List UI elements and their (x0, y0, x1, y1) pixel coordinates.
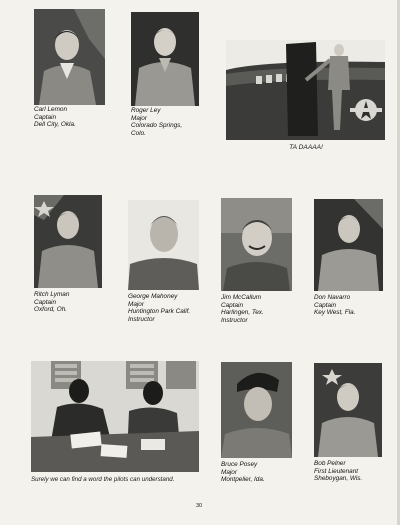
person-hometown: Harlingen, Tex. (221, 309, 264, 317)
portrait-photo-roger-ley (131, 12, 199, 106)
portrait-photo-don-navarro (314, 199, 383, 291)
caption-don-navarro (314, 294, 355, 317)
person-note: Instructor (128, 315, 155, 323)
portrait-photo-carl-lemon (34, 9, 105, 105)
person-name: Carl Lemon (34, 106, 68, 113)
caption-roger-ley (131, 107, 182, 137)
person-hometown: Huntington Park Calif. (128, 308, 191, 316)
person-rank: Captain (314, 301, 337, 309)
person-rank: Captain (34, 113, 57, 121)
page-number: 30 (196, 503, 203, 509)
person-rank: Captain (221, 301, 244, 309)
portrait-photo-bob-pelner (314, 363, 382, 457)
meeting-caption: Surely we can find a word the pilots can understand. (31, 476, 175, 483)
person-hometown-cont: Colo. (131, 129, 146, 137)
person-name: Roger Ley (131, 107, 161, 114)
person-name: Don Navarro (314, 294, 351, 301)
caption-bob-pelner (314, 460, 362, 483)
person-rank: Major (131, 114, 147, 122)
caption-bruce-posey (221, 461, 265, 484)
airplane-photo (226, 40, 385, 140)
person-hometown: Colorado Springs, (131, 122, 183, 130)
caption-ritch-lyman (34, 291, 69, 314)
portrait-photo-george-mahoney (128, 200, 199, 290)
person-hometown: Oxford, Oh. (34, 306, 68, 314)
caption-george-mahoney (128, 293, 190, 323)
person-hometown: Montpelier, Ida. (221, 476, 265, 484)
portrait-photo-jim-mccallum (221, 198, 292, 291)
person-rank: Major (128, 300, 144, 308)
person-name: Jim McCallum (221, 294, 262, 301)
person-name: George Mahoney (128, 293, 178, 300)
person-rank: First Lieutenant (314, 467, 359, 475)
portrait-photo-ritch-lyman (34, 195, 102, 288)
person-name: Bruce Posey (221, 461, 258, 468)
caption-carl-lemon (34, 106, 76, 129)
person-name: Bob Pelner (314, 460, 346, 467)
person-hometown: Dell City, Okla. (34, 121, 76, 129)
person-note: Instructor (221, 316, 248, 324)
portrait-photo-bruce-posey (221, 362, 292, 458)
person-hometown: Key West, Fla. (314, 309, 356, 317)
airplane-caption: TA DAAAA! (289, 144, 323, 151)
meeting-photo (31, 361, 199, 472)
person-rank: Captain (34, 298, 57, 306)
caption-jim-mccallum (221, 294, 264, 324)
person-hometown: Sheboygan, Wis. (314, 475, 363, 483)
person-rank: Major (221, 468, 237, 476)
person-name: Ritch Lyman (34, 291, 70, 298)
